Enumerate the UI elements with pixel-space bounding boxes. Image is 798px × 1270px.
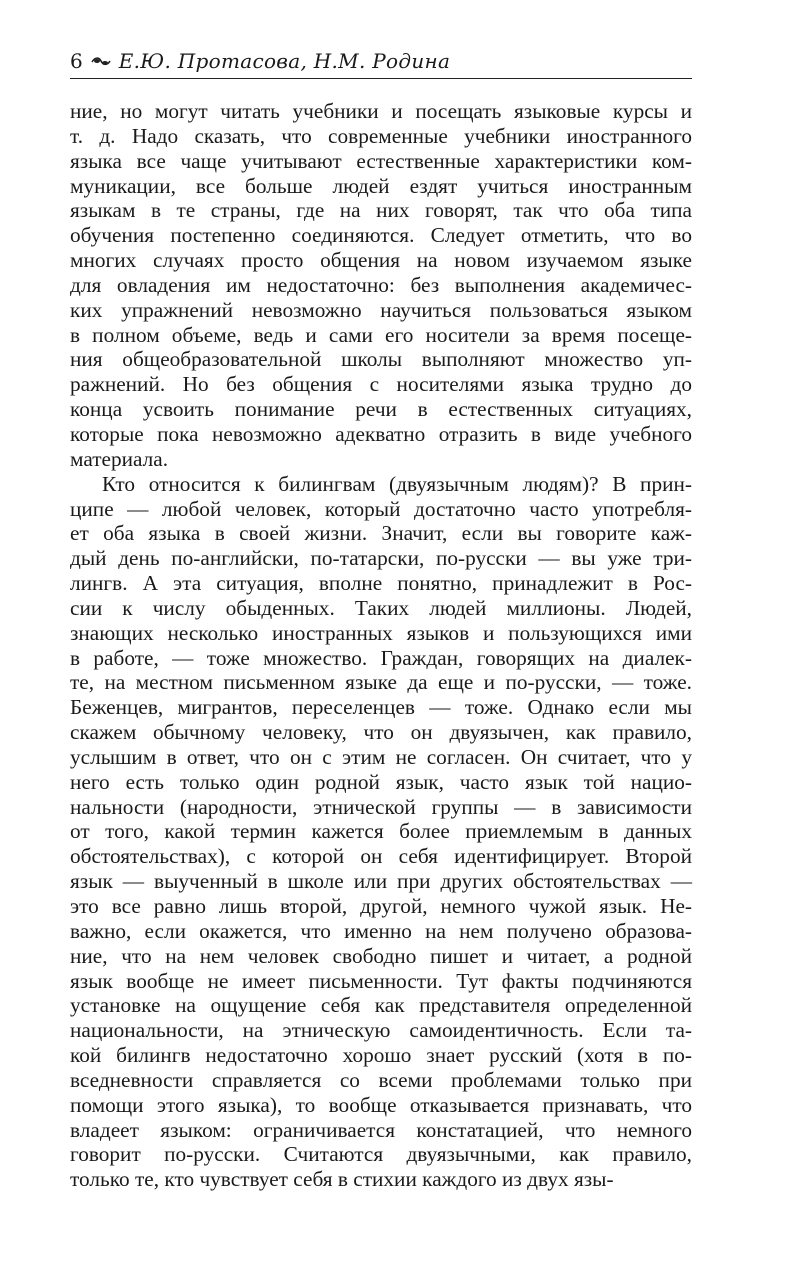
- page-number: 6: [70, 49, 83, 73]
- text-line: Кто относится к билингвам (двуязычным людям)? В прин-: [102, 471, 692, 496]
- text-line: для овладения им недостаточно: без выполнения академичес-: [70, 272, 692, 297]
- main-text: [70, 99, 692, 1192]
- text-line: кой билингв недостаточно хорошо знает русский (хотя в по-: [70, 1043, 692, 1068]
- text-line: в полном объеме, ведь и сами его носители за время посеще-: [70, 322, 692, 347]
- text-line: муникации, все больше людей ездят учиться иностранным: [70, 173, 692, 198]
- text-line: сии к числу обыденных. Таких людей миллионы. Людей,: [70, 595, 692, 620]
- text-line: ние, что на нем человек свободно пишет и читает, а родной: [70, 943, 692, 968]
- text-line: ет оба языка в своей жизни. Значит, если вы говорите каж-: [70, 521, 692, 546]
- text-line: владеет языком: ограничивается констатацией, что немного: [70, 1117, 692, 1142]
- text-line: т. д. Надо сказать, что современные учебники иностранного: [70, 123, 692, 148]
- text-line: лингв. А эта ситуация, вполне понятно, принадлежит в Рос-: [70, 571, 692, 596]
- text-line: Беженцев, мигрантов, переселенцев — тоже. Однако если мы: [70, 695, 692, 720]
- paragraph: [70, 472, 692, 1192]
- text-line: говорит по-русски. Считаются двуязычными, как правило,: [70, 1142, 692, 1167]
- text-line: нальности (народности, этнической группы — в зависимости: [70, 794, 692, 819]
- text-line: знающих несколько иностранных языков и пользующихся ими: [70, 620, 692, 645]
- text-line: ние, но могут читать учебники и посещать языковые курсы и: [70, 99, 692, 123]
- text-line: установке на ощущение себя как представителя определенной: [70, 993, 692, 1018]
- text-line: язык — выученный в школе или при других обстоятельствах —: [70, 869, 692, 894]
- running-head-authors: Е.Ю. Протасова, Н.М. Родина: [118, 49, 451, 73]
- text-line: только те, кто чувствует себя в стихии каждого из двух язы-: [70, 1167, 614, 1192]
- fleuron-icon: [91, 48, 111, 60]
- text-line: услышим в ответ, что он с этим не согласен. Он считает, что у: [70, 744, 692, 769]
- text-line: ципе — любой человек, который достаточно часто употребля-: [70, 496, 692, 521]
- text-line: конца усвоить понимание речи в естественных ситуациях,: [70, 397, 692, 422]
- text-line: язык вообще не имеет письменности. Тут факты подчиняются: [70, 968, 692, 993]
- text-line: ких упражнений невозможно научиться пользоваться языком: [70, 297, 692, 322]
- text-line: национальности, на этническую самоидентичность. Если та-: [70, 1018, 692, 1043]
- text-line: от того, какой термин кажется более приемлемым в данных: [70, 819, 692, 844]
- text-line: обстоятельствах), с которой он себя идентифицирует. Второй: [70, 844, 692, 869]
- text-line: ния общеобразовательной школы выполняют множество уп-: [70, 347, 692, 372]
- paragraph: [70, 99, 692, 472]
- text-line: те, на местном письменном языке да еще и по-русски, — тоже.: [70, 670, 692, 695]
- text-line: многих случаях просто общения на новом изучаемом языке: [70, 248, 692, 273]
- text-line: языка все чаще учитывают естественные характеристики ком-: [70, 148, 692, 173]
- text-line: дый день по-английски, по-татарски, по-русски — вы уже три-: [70, 546, 692, 571]
- text-line: языкам в те страны, где на них говорят, так что оба типа: [70, 198, 692, 223]
- text-line: вседневности справляется со всеми проблемами только при: [70, 1067, 692, 1092]
- text-line: скажем обычному человеку, что он двуязычен, как правило,: [70, 720, 692, 745]
- text-line: обучения постепенно соединяются. Следует отметить, что во: [70, 223, 692, 248]
- text-line: помощи этого языка), то вообще отказывается признавать, что: [70, 1092, 692, 1117]
- text-line: ражнений. Но без общения с носителями языка трудно до: [70, 372, 692, 397]
- text-line: это все равно лишь второй, другой, немного чужой язык. Не-: [70, 894, 692, 918]
- text-line: материала.: [70, 446, 169, 471]
- text-line: которые пока невозможно адекватно отразить в виде учебного: [70, 421, 692, 446]
- text-line: в работе, — тоже множество. Граждан, говорящих на диалек-: [70, 645, 692, 670]
- text-line: важно, если окажется, что именно на нем получено образова-: [70, 918, 692, 943]
- text-line: него есть только один родной язык, часто язык той нацио-: [70, 769, 692, 794]
- running-head: [70, 48, 692, 79]
